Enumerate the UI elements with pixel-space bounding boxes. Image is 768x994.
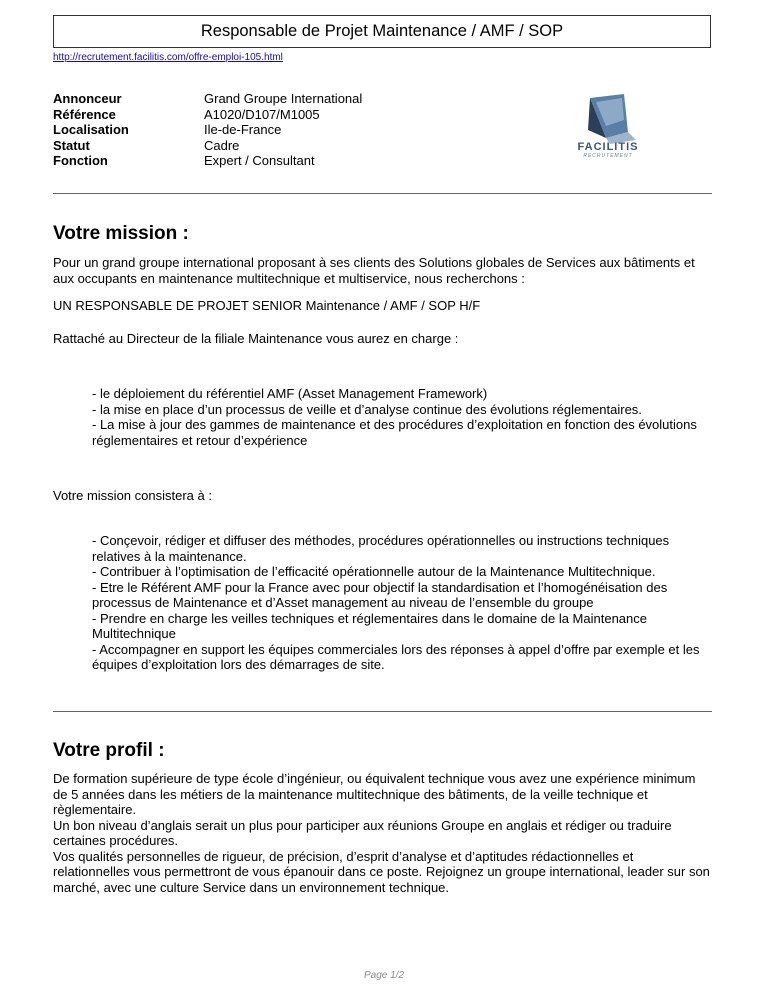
profile-text xyxy=(53,771,713,895)
list-item: - Accompagner en support les équipes commerciales lors des réponses à appel d’offre par exemple et les xyxy=(92,641,700,657)
meta-value: A1020/D107/M1005 xyxy=(204,106,320,122)
document-title: Responsable de Projet Maintenance / AMF / SOP xyxy=(200,22,564,40)
facilitis-logo xyxy=(566,90,650,158)
list-item: - le déploiement du référentiel AMF (Asset Management Framework) xyxy=(92,386,488,401)
text-line: relationnelles vous permettront de vous épanouir dans ce poste. Rejoignez un groupe international, leader sur son xyxy=(53,864,710,879)
meta-table xyxy=(53,91,362,169)
list-item: réglementaires et retour d’expérience xyxy=(92,432,308,448)
text-line: Un bon niveau d’anglais serait un plus pour participer aux réunions Groupe en anglais et rédiger ou traduire xyxy=(53,817,672,833)
list-item: processus de Maintenance et d’Asset management au niveau de l’ensemble du groupe xyxy=(92,595,594,610)
text-line: de 5 années dans les métiers de la maintenance multitechnique des bâtiments, de la veille technique et xyxy=(53,786,648,802)
meta-key: Fonction xyxy=(53,153,108,168)
meta-value: Expert / Consultant xyxy=(204,153,315,168)
document-title-box xyxy=(53,15,711,48)
meta-row-statut xyxy=(53,138,362,154)
meta-value: Grand Groupe International xyxy=(204,91,363,106)
divider xyxy=(53,711,712,712)
list-item: - La mise à jour des gammes de maintenance et des procédures d’exploitation en fonction des évolutions xyxy=(92,417,697,432)
meta-key: Référence xyxy=(53,106,116,122)
mission-attached: Rattaché au Directeur de la filiale Maintenance vous aurez en charge : xyxy=(53,331,459,346)
list-item: - Contribuer à l’optimisation de l’efficacité opérationnelle autour de la Maintenance Multitechnique. xyxy=(92,564,656,579)
meta-row-annonceur xyxy=(53,91,362,107)
meta-row-fonction xyxy=(53,153,362,169)
list-item: - la mise en place d’un processus de veille et d’analyse continue des évolutions réglementaires. xyxy=(92,401,642,417)
meta-row-localisation xyxy=(53,122,362,138)
text-line: certaines procédures. xyxy=(53,833,179,848)
offer-url-link[interactable]: http://recrutement.facilitis.com/offre-emploi-105.html xyxy=(53,52,283,63)
mission-role: UN RESPONSABLE DE PROJET SENIOR Maintenance / AMF / SOP H/F xyxy=(53,298,481,313)
divider xyxy=(53,193,712,194)
charges-list xyxy=(92,386,712,448)
meta-row-reference xyxy=(53,107,362,123)
mission-consist: Votre mission consistera à : xyxy=(53,488,212,503)
logo-wordmark: FACILITIS xyxy=(577,141,639,153)
text-line: marché, avec une culture Service dans un environnement technique. xyxy=(53,879,450,895)
meta-value: Cadre xyxy=(204,137,240,153)
text-line: Pour un grand groupe international proposant à ses clients des Solutions globales de Services aux bâtiments et xyxy=(53,255,695,270)
logo-tagline: RECRUTEMENT xyxy=(583,153,633,158)
list-item: - Conçevoir, rédiger et diffuser des méthodes, procédures opérationnelles ou instructions techniques xyxy=(92,533,670,548)
meta-key: Localisation xyxy=(53,122,129,137)
text-line: règlementaire. xyxy=(53,802,137,817)
mission-intro xyxy=(53,255,713,286)
list-item: équipes d’exploitation lors des démarrages de site. xyxy=(92,657,385,672)
text-line: aux occupants en maintenance multitechnique et multiservice, nous recherchons : xyxy=(53,270,525,286)
meta-key: Statut xyxy=(53,137,90,153)
list-item: Multitechnique xyxy=(92,626,176,641)
text-line: Vos qualités personnelles de rigueur, de précision, d’esprit d’analyse et d’aptitudes rédactionnelles et xyxy=(53,848,634,864)
list-item: relatives à la maintenance. xyxy=(92,548,247,564)
mission-heading: Votre mission : xyxy=(53,223,189,244)
tasks-list xyxy=(92,533,712,673)
list-item: - Prendre en charge les veilles techniques et réglementaires dans le domaine de la Maintenance xyxy=(92,610,647,626)
profile-heading: Votre profil : xyxy=(53,740,165,761)
meta-key: Annonceur xyxy=(53,91,122,106)
text-line: De formation supérieure de type école d’ingénieur, ou équivalent technique vous avez une expérience minimum xyxy=(53,771,696,786)
meta-value: Ile-de-France xyxy=(204,122,282,137)
page-number: Page 1/2 xyxy=(363,970,405,981)
list-item: - Etre le Référent AMF pour la France avec pour objectif la standardisation et l’homogénéisation des xyxy=(92,579,668,595)
